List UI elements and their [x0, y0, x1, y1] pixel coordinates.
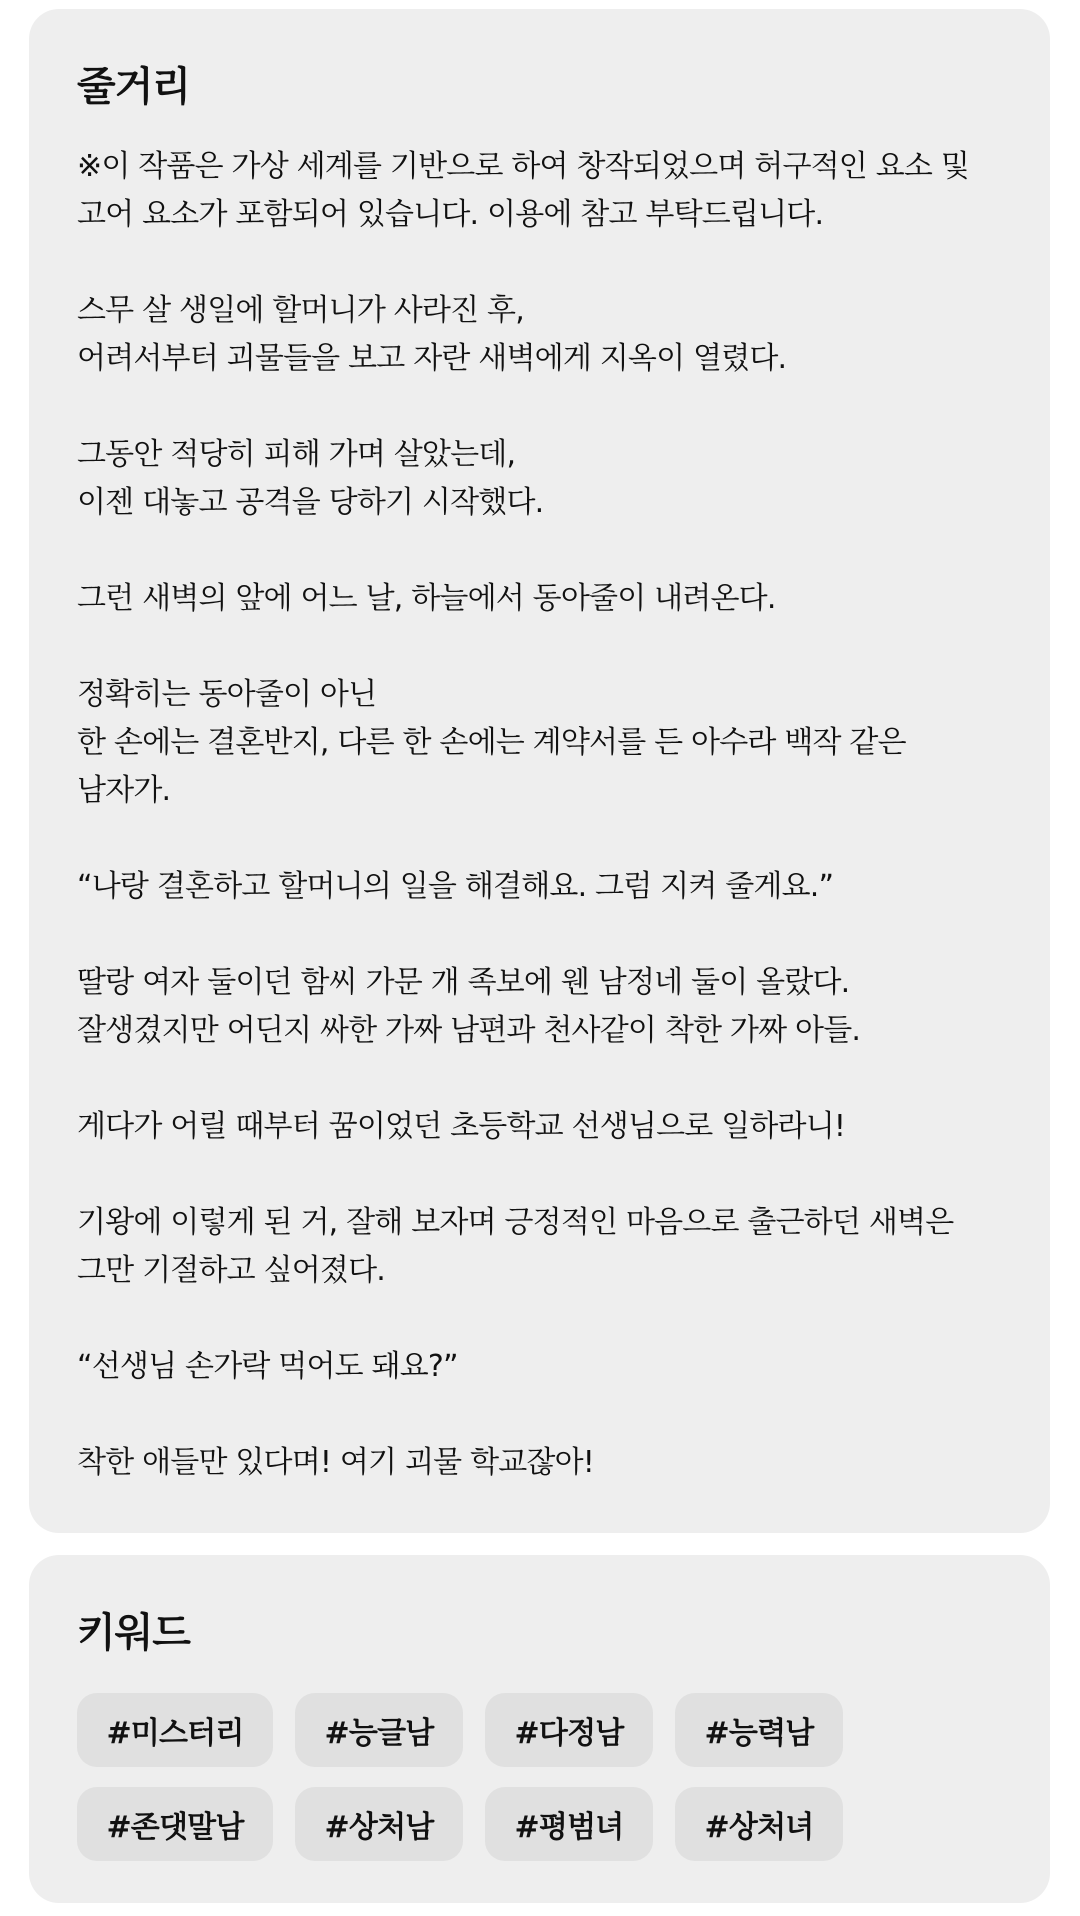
keyword-tag[interactable]: #상처녀 [675, 1787, 843, 1861]
synopsis-card [29, 9, 1050, 1533]
synopsis-paragraph [77, 143, 1002, 239]
synopsis-paragraph [77, 1343, 1002, 1391]
synopsis-line: 그동안 적당히 피해 가며 살았는데, [77, 437, 516, 472]
keyword-tag[interactable]: #미스터리 [77, 1693, 273, 1767]
synopsis-paragraph [77, 431, 1002, 527]
keyword-tag[interactable]: #능글남 [295, 1693, 463, 1767]
synopsis-paragraph [77, 863, 1002, 911]
keyword-tag-list [77, 1693, 1002, 1861]
synopsis-paragraph [77, 671, 1002, 815]
synopsis-line: 정확히는 동아줄이 아닌 [77, 677, 377, 712]
synopsis-line: 고어 요소가 포함되어 있습니다. 이용에 참고 부탁드립니다. [77, 197, 824, 232]
synopsis-line: 기왕에 이렇게 된 거, 잘해 보자며 긍정적인 마음으로 출근하던 새벽은 [77, 1205, 954, 1240]
keyword-tag[interactable]: #능력남 [675, 1693, 843, 1767]
synopsis-paragraph [77, 959, 1002, 1055]
keyword-tag[interactable]: #다정남 [485, 1693, 653, 1767]
synopsis-paragraph [77, 287, 1002, 383]
keyword-tag[interactable]: #상처남 [295, 1787, 463, 1861]
synopsis-paragraph [77, 1199, 1002, 1295]
synopsis-line: 착한 애들만 있다며! 여기 괴물 학교잖아! [77, 1445, 595, 1480]
keywords-card [29, 1555, 1050, 1903]
synopsis-line: 스무 살 생일에 할머니가 사라진 후, [77, 293, 524, 328]
keyword-tag[interactable]: #존댓말남 [77, 1787, 273, 1861]
synopsis-paragraph [77, 575, 1002, 623]
synopsis-line: 게다가 어릴 때부터 꿈이었던 초등학교 선생님으로 일하라니! [77, 1109, 846, 1144]
synopsis-paragraph [77, 1103, 1002, 1151]
synopsis-line: 딸랑 여자 둘이던 함씨 가문 개 족보에 웬 남정네 둘이 올랐다. [77, 965, 850, 1000]
keyword-tag[interactable]: #평범녀 [485, 1787, 653, 1861]
synopsis-line: “나랑 결혼하고 할머니의 일을 해결해요. 그럼 지켜 줄게요.” [77, 869, 834, 904]
synopsis-line: 어려서부터 괴물들을 보고 자란 새벽에게 지옥이 열렸다. [77, 341, 787, 376]
synopsis-line: 그런 새벽의 앞에 어느 날, 하늘에서 동아줄이 내려온다. [77, 581, 776, 616]
synopsis-line: 그만 기절하고 싶어졌다. [77, 1253, 386, 1288]
synopsis-line: 이젠 대놓고 공격을 당하기 시작했다. [77, 485, 544, 520]
synopsis-paragraph [77, 1439, 1002, 1487]
synopsis-line: 잘생겼지만 어딘지 싸한 가짜 남편과 천사같이 착한 가짜 아들. [77, 1013, 861, 1048]
synopsis-line: 한 손에는 결혼반지, 다른 한 손에는 계약서를 든 아수라 백작 같은 [77, 725, 906, 760]
synopsis-body [77, 143, 1002, 1487]
keywords-title: 키워드 [77, 1610, 190, 1656]
synopsis-line: ※이 작품은 가상 세계를 기반으로 하여 창작되었으며 허구적인 요소 및 [77, 149, 970, 184]
synopsis-title: 줄거리 [77, 64, 190, 110]
synopsis-line: “선생님 손가락 먹어도 돼요?” [77, 1349, 458, 1384]
synopsis-line: 남자가. [77, 773, 171, 808]
